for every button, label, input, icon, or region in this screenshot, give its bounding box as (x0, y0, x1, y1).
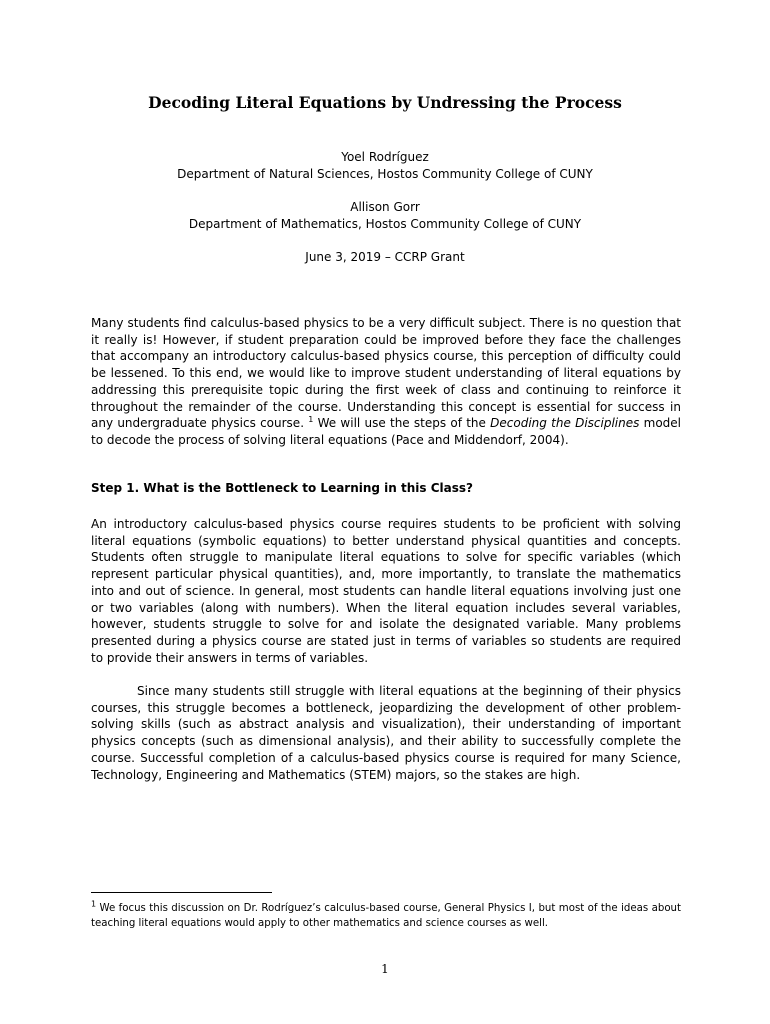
author-name-2: Allison Gorr (350, 200, 420, 214)
footnote-reference: 1 (308, 415, 314, 425)
intro-text-mid: We will use the steps of the (313, 416, 491, 431)
author-name-1: Yoel Rodríguez (341, 150, 429, 164)
footnote-divider (91, 892, 272, 893)
page-number: 1 (381, 962, 389, 976)
paper-title: Decoding Literal Equations by Undressing the Process (148, 93, 622, 112)
body-paragraph-1: An introductory calculus-based physics course requires students to be proficient with solving literal equations (symbolic equations) to better understand physical quantities and concepts. Students often struggle to manipulate literal equations to solve for specific variables (which represent particular physical quantities), and, more importantly, to translate the mathematics into and out of science. In general, most students can handle literal equations involving just one or two variables (along with numbers). When the literal equation includes several variables, however, students struggle to solve for and isolate the designated variable. Many problems presented during a physics course are stated just in terms of variables so students are required to provide their answers in terms of variables. (91, 517, 681, 665)
body-paragraph-2: Since many students still struggle with literal equations at the beginning of their physics courses, this struggle becomes a bottleneck, jeopardizing the development of other problem-solving skills (such as abstract analysis and visualization), their understanding of important physics concepts (such as dimensional analysis), and their ability to successfully complete the course. Successful completion of a calculus-based physics course is required for many Science, Technology, Engineering and Mathematics (STEM) majors, so the stakes are high. (91, 684, 681, 782)
author-affiliation-2: Department of Mathematics, Hostos Community College of CUNY (188, 217, 582, 231)
section-heading: Step 1. What is the Bottleneck to Learning in this Class? (91, 481, 473, 495)
intro-paragraph (91, 315, 681, 449)
intro-text-end: model to decode the process of solving literal equations (Pace and Middendorf, 2004). (91, 416, 681, 447)
author-affiliation-1: Department of Natural Sciences, Hostos Community College of CUNY (177, 167, 593, 181)
intro-emphasis: Decoding the Disciplines (490, 416, 640, 431)
footnote (91, 901, 681, 931)
date-line: June 3, 2019 – CCRP Grant (305, 250, 465, 264)
footnote-text: We focus this discussion on Dr. Rodríguez’s calculus-based course, General Physics I, but most of the ideas about teaching literal equations would apply to other mathematics and science courses as well. (91, 903, 681, 929)
intro-text: Many students find calculus-based physics to be a very difficult subject. There is no question that it really is! However, if student preparation could be improved before they face the challenges that accompany an introductory calculus-based physics course, this perception of difficulty could be lessened. To this end, we would like to improve student understanding of literal equations by addressing this prerequisite topic during the first week of class and continuing to reinforce it throughout the remainder of the course. Understanding this concept is essential for success in any undergraduate physics course. (91, 316, 681, 431)
footnote-marker: 1 (91, 899, 97, 909)
